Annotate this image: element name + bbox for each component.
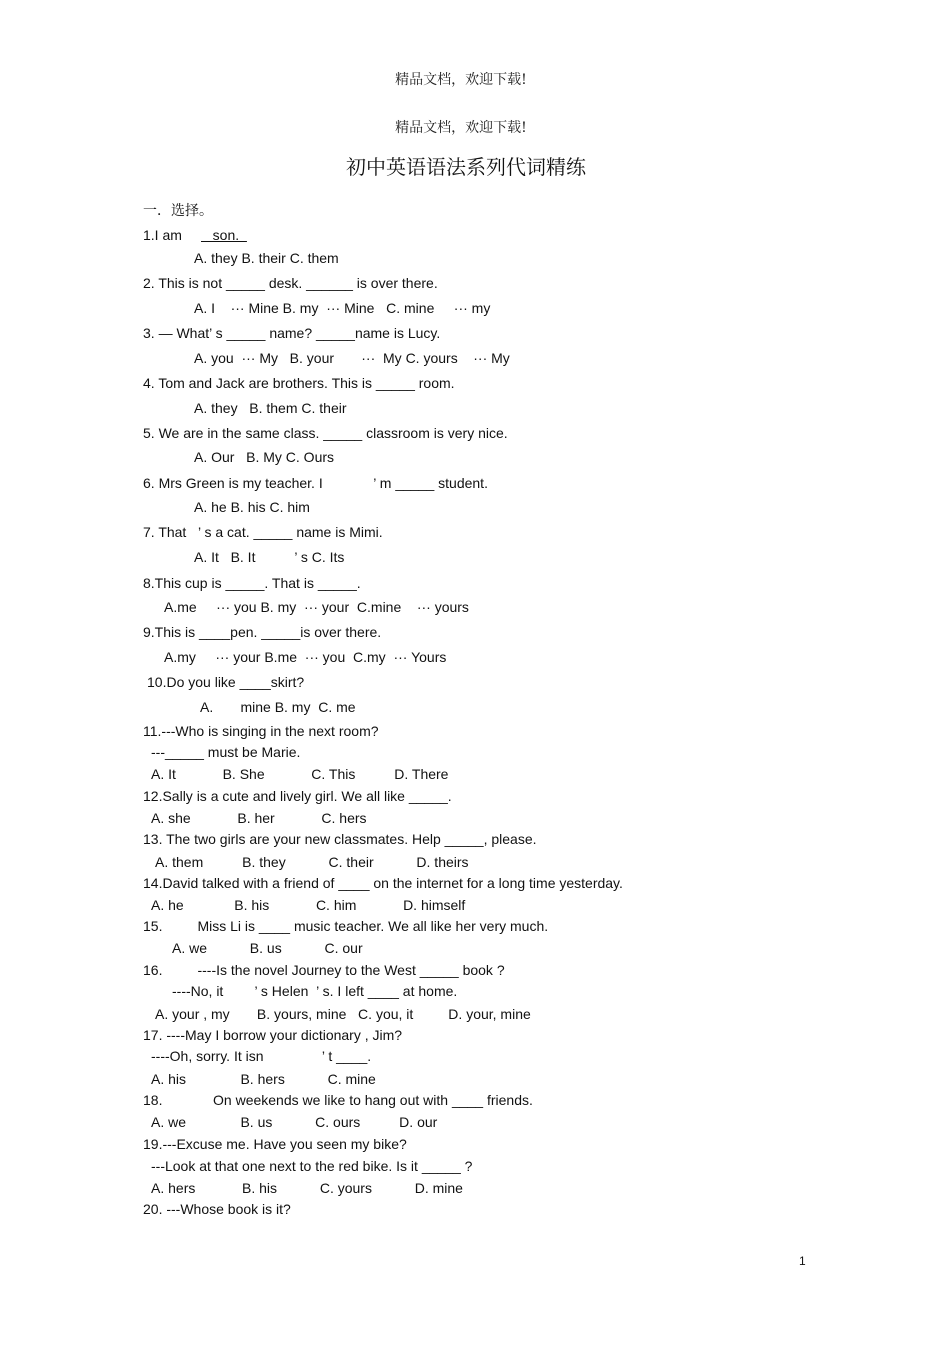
question-16-options: A. your , my B. yours, mine C. you, it D. your, mine [155,1006,531,1022]
question-1-answer-blank: son. [201,227,247,243]
question-7-stem: 7. That ’ s a cat. _____ name is Mimi. [143,524,383,540]
question-10-options: A. mine B. my C. me [200,699,356,715]
question-12-options: A. she B. her C. hers [151,810,367,826]
question-19-stem: 19.---Excuse me. Have you seen my bike? [143,1136,407,1152]
question-14-stem: 14.David talked with a friend of ____ on the internet for a long time yesterday. [143,875,623,891]
page-header-line-2: 精品文档，欢迎下载! [395,120,527,136]
page-header-line-1: 精品文档，欢迎下载! [395,72,527,88]
question-7-options: A. It B. It ’ s C. Its [194,549,345,565]
question-4-stem: 4. Tom and Jack are brothers. This is _____ room. [143,375,455,391]
question-4-options: A. they B. them C. their [194,400,347,416]
question-13-stem: 13. The two girls are your new classmates. Help _____, please. [143,831,537,847]
question-11-stem: 11.---Who is singing in the next room? [143,723,379,739]
question-15-stem: 15. Miss Li is ____ music teacher. We all like her very much. [143,918,549,934]
document-title: 初中英语语法系列代词精练 [346,155,586,179]
question-10-stem: 10.Do you like ____skirt? [147,674,305,690]
question-2-stem: 2. This is not _____ desk. ______ is over there. [143,275,438,291]
question-16-stem-2: ----No, it ’ s Helen ’ s. I left ____ at home. [172,983,458,999]
question-11-options: A. It B. She C. This D. There [151,766,449,782]
question-9-options: A.my ··· your B.me ··· you C.my ··· Yours [164,649,447,665]
question-12-stem: 12.Sally is a cute and lively girl. We all like _____. [143,788,452,804]
question-11-stem-2: ---_____ must be Marie. [151,744,301,760]
question-17-stem-2: ----Oh, sorry. It isn ’ t ____. [151,1048,372,1064]
question-8-options: A.me ··· you B. my ··· your C.mine ··· yours [164,599,469,615]
question-17-stem: 17. ----May I borrow your dictionary , Jim? [143,1027,403,1043]
question-1-stem: 1.I am [143,227,182,243]
question-13-options: A. them B. they C. their D. theirs [155,854,469,870]
question-19-options: A. hers B. his C. yours D. mine [151,1180,463,1196]
question-5-stem: 5. We are in the same class. _____ classroom is very nice. [143,425,508,441]
question-6-options: A. he B. his C. him [194,499,310,515]
question-3-options: A. you ··· My B. your ··· My C. yours ··· My [194,350,510,366]
question-20-stem: 20. ---Whose book is it? [143,1201,291,1217]
question-5-options: A. Our B. My C. Ours [194,449,335,465]
question-18-stem: 18. On weekends we like to hang out with ____ friends. [143,1092,533,1108]
question-17-options: A. his B. hers C. mine [151,1071,376,1087]
question-8-stem: 8.This cup is _____. That is _____. [143,575,361,591]
section-heading: 一．选择。 [143,202,213,218]
question-9-stem: 9.This is ____pen. _____is over there. [143,624,382,640]
question-2-options: A. I ··· Mine B. my ··· Mine C. mine ··· my [194,300,491,316]
question-19-stem-2: ---Look at that one next to the red bike. Is it _____ ? [151,1158,473,1174]
question-3-stem: 3. — What’ s _____ name? _____name is Lucy. [143,325,441,341]
question-6-stem: 6. Mrs Green is my teacher. I ’ m _____ student. [143,475,488,491]
question-18-options: A. we B. us C. ours D. our [151,1114,438,1130]
question-16-stem: 16. ----Is the novel Journey to the West _____ book ? [143,962,505,978]
question-15-options: A. we B. us C. our [172,940,363,956]
question-14-options: A. he B. his C. him D. himself [151,897,466,913]
question-1-options: A. they B. their C. them [194,250,339,266]
page-number: 1 [799,1254,806,1268]
